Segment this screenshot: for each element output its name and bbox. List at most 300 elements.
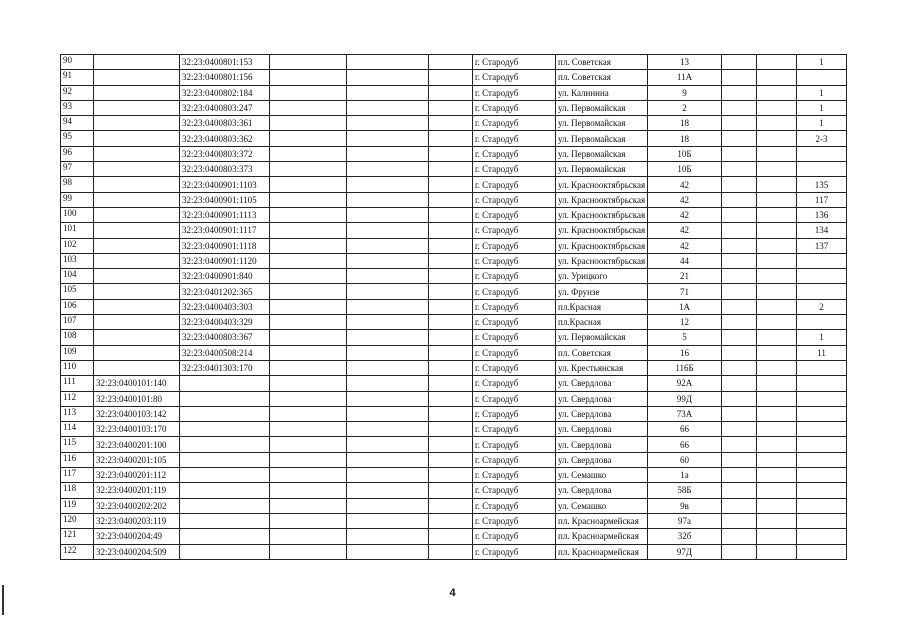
cell-building-cadastral-number: 32:23:0401202:365 [180,284,270,299]
cell-empty-col-4 [270,422,347,437]
cell-settlement: г. Стародуб [473,544,556,559]
cell-empty-col-11 [757,544,797,559]
cell-empty-col-5 [347,116,429,131]
cell-building-cadastral-number: 32:23:0400802:184 [180,85,270,100]
cell-empty-col-11 [757,406,797,421]
cell-empty-col-4 [270,116,347,131]
cell-house-number: 66 [648,437,722,452]
table-row [61,253,847,268]
cell-empty-col-10 [722,529,757,544]
cell-settlement: г. Стародуб [473,468,556,483]
cell-building-cadastral-number [180,513,270,528]
cell-apartment-number [797,284,847,299]
cell-empty-col-10 [722,315,757,330]
cell-empty-col-5 [347,330,429,345]
cell-row-number: 94 [61,116,94,131]
table-row [61,468,847,483]
cell-row-number: 105 [61,284,94,299]
cell-empty-col-4 [270,529,347,544]
cell-settlement: г. Стародуб [473,376,556,391]
cell-building-cadastral-number: 32:23:0400803:247 [180,100,270,115]
cell-row-number: 100 [61,207,94,222]
cell-apartment-number [797,360,847,375]
cell-row-number: 118 [61,483,94,498]
cell-empty-col-5 [347,391,429,406]
cell-empty-col-4 [270,146,347,161]
cell-apartment-number [797,513,847,528]
cell-empty-col-11 [757,131,797,146]
cell-empty-col-6 [429,131,473,146]
cell-row-number: 99 [61,192,94,207]
cell-empty-col-6 [429,360,473,375]
cell-empty-col-5 [347,498,429,513]
cell-building-cadastral-number: 32:23:0400901:1113 [180,207,270,222]
cell-empty-col-5 [347,238,429,253]
cell-apartment-number [797,483,847,498]
cell-settlement: г. Стародуб [473,238,556,253]
cell-empty-col-11 [757,177,797,192]
cell-empty-col-10 [722,85,757,100]
cell-empty-col-11 [757,146,797,161]
cell-street: пл.Красная [556,299,648,314]
cell-house-number: 73А [648,406,722,421]
cell-empty-col-11 [757,70,797,85]
cell-building-cadastral-number: 32:23:0400803:367 [180,330,270,345]
cell-empty-col-6 [429,269,473,284]
cell-empty-col-5 [347,223,429,238]
cell-land-cadastral-number [94,116,180,131]
cell-empty-col-11 [757,330,797,345]
cell-settlement: г. Стародуб [473,55,556,70]
cell-house-number: 99Д [648,391,722,406]
cell-empty-col-10 [722,376,757,391]
cell-land-cadastral-number [94,100,180,115]
table-row [61,483,847,498]
cell-settlement: г. Стародуб [473,131,556,146]
cell-row-number: 114 [61,422,94,437]
cell-empty-col-5 [347,513,429,528]
cell-house-number: 66 [648,422,722,437]
cell-empty-col-11 [757,269,797,284]
cell-settlement: г. Стародуб [473,207,556,222]
cell-street: пл.Красная [556,315,648,330]
table-row [61,146,847,161]
table-row [61,70,847,85]
cell-land-cadastral-number [94,177,180,192]
cell-land-cadastral-number: 32:23:0400204:509 [94,544,180,559]
cell-empty-col-6 [429,284,473,299]
cell-apartment-number [797,544,847,559]
cell-house-number: 10Б [648,162,722,177]
cell-land-cadastral-number: 32:23:0400201:100 [94,437,180,452]
cell-land-cadastral-number [94,207,180,222]
cell-street: ул. Свердлова [556,422,648,437]
cell-empty-col-6 [429,299,473,314]
cell-house-number: 21 [648,269,722,284]
table-row [61,315,847,330]
cell-empty-col-4 [270,269,347,284]
table-row [61,513,847,528]
cell-house-number: 9в [648,498,722,513]
cell-house-number: 10Б [648,146,722,161]
cell-row-number: 107 [61,315,94,330]
cell-settlement: г. Стародуб [473,192,556,207]
cell-street: пл. Советская [556,70,648,85]
cell-land-cadastral-number [94,70,180,85]
cell-empty-col-6 [429,345,473,360]
cell-empty-col-4 [270,177,347,192]
cell-empty-col-6 [429,192,473,207]
cell-house-number: 97Д [648,544,722,559]
cell-building-cadastral-number: 32:23:0400901:1105 [180,192,270,207]
cell-empty-col-5 [347,177,429,192]
cell-empty-col-4 [270,391,347,406]
cell-settlement: г. Стародуб [473,177,556,192]
cell-empty-col-4 [270,55,347,70]
cell-land-cadastral-number: 32:23:0400201:105 [94,452,180,467]
cell-empty-col-10 [722,345,757,360]
cell-apartment-number: 1 [797,330,847,345]
cell-building-cadastral-number [180,422,270,437]
table-row [61,299,847,314]
cell-empty-col-5 [347,483,429,498]
cell-row-number: 122 [61,544,94,559]
cell-empty-col-11 [757,360,797,375]
table-row [61,55,847,70]
cell-empty-col-4 [270,299,347,314]
table-row [61,391,847,406]
cell-empty-col-4 [270,330,347,345]
cell-building-cadastral-number: 32:23:0400801:156 [180,70,270,85]
cell-house-number: 2 [648,100,722,115]
cell-empty-col-10 [722,238,757,253]
cell-building-cadastral-number [180,498,270,513]
cell-row-number: 93 [61,100,94,115]
cell-land-cadastral-number [94,284,180,299]
cell-house-number: 71 [648,284,722,299]
table-row [61,422,847,437]
cell-empty-col-6 [429,177,473,192]
cell-empty-col-11 [757,253,797,268]
cell-empty-col-10 [722,299,757,314]
cell-empty-col-11 [757,207,797,222]
table-row [61,269,847,284]
cell-land-cadastral-number [94,223,180,238]
cell-empty-col-4 [270,483,347,498]
cell-empty-col-4 [270,345,347,360]
cell-row-number: 117 [61,468,94,483]
cell-empty-col-4 [270,207,347,222]
cell-street: ул. Свердлова [556,391,648,406]
cell-row-number: 120 [61,513,94,528]
cell-house-number: 5 [648,330,722,345]
table-row [61,437,847,452]
cell-empty-col-4 [270,360,347,375]
table-row [61,116,847,131]
table-row [61,406,847,421]
cell-building-cadastral-number: 32:23:0400901:1103 [180,177,270,192]
cell-apartment-number [797,162,847,177]
cell-settlement: г. Стародуб [473,483,556,498]
cell-empty-col-6 [429,452,473,467]
cell-empty-col-10 [722,253,757,268]
cell-land-cadastral-number [94,253,180,268]
table-row [61,345,847,360]
cell-house-number: 42 [648,207,722,222]
cell-building-cadastral-number: 32:23:0400901:840 [180,269,270,284]
cell-empty-col-10 [722,422,757,437]
cell-building-cadastral-number: 32:23:0400901:1118 [180,238,270,253]
table-row [61,376,847,391]
cell-land-cadastral-number [94,360,180,375]
cell-row-number: 108 [61,330,94,345]
cell-apartment-number [797,452,847,467]
cell-empty-col-10 [722,100,757,115]
cell-street: ул. Первомайская [556,116,648,131]
cell-settlement: г. Стародуб [473,406,556,421]
cell-empty-col-10 [722,162,757,177]
registry-table [60,54,847,560]
cell-building-cadastral-number [180,406,270,421]
cell-empty-col-5 [347,422,429,437]
cell-row-number: 98 [61,177,94,192]
cell-empty-col-5 [347,70,429,85]
cell-land-cadastral-number [94,315,180,330]
cell-empty-col-5 [347,192,429,207]
cell-land-cadastral-number [94,55,180,70]
cell-settlement: г. Стародуб [473,513,556,528]
cell-land-cadastral-number [94,162,180,177]
cell-house-number: 1а [648,468,722,483]
cell-empty-col-6 [429,437,473,452]
cell-empty-col-4 [270,315,347,330]
cell-row-number: 121 [61,529,94,544]
cell-empty-col-5 [347,253,429,268]
cell-house-number: 11А [648,70,722,85]
cell-empty-col-6 [429,422,473,437]
cell-empty-col-6 [429,468,473,483]
table-row [61,131,847,146]
cell-empty-col-4 [270,70,347,85]
cell-land-cadastral-number [94,299,180,314]
cell-building-cadastral-number: 32:23:0400508:214 [180,345,270,360]
cell-empty-col-10 [722,207,757,222]
cell-empty-col-6 [429,513,473,528]
cell-house-number: 42 [648,192,722,207]
cell-house-number: 97а [648,513,722,528]
cell-settlement: г. Стародуб [473,70,556,85]
table-row [61,330,847,345]
cell-empty-col-4 [270,223,347,238]
cell-empty-col-5 [347,376,429,391]
cell-empty-col-11 [757,223,797,238]
cell-land-cadastral-number [94,238,180,253]
cell-empty-col-6 [429,544,473,559]
cell-building-cadastral-number [180,376,270,391]
cell-apartment-number [797,498,847,513]
cell-apartment-number [797,437,847,452]
page-number: 4 [449,587,456,599]
cell-empty-col-5 [347,468,429,483]
cell-house-number: 32б [648,529,722,544]
cell-settlement: г. Стародуб [473,452,556,467]
cell-empty-col-6 [429,238,473,253]
cell-empty-col-10 [722,452,757,467]
cell-settlement: г. Стародуб [473,315,556,330]
cell-street: ул. Свердлова [556,406,648,421]
cell-land-cadastral-number: 32:23:0400203:119 [94,513,180,528]
cell-empty-col-5 [347,100,429,115]
cell-settlement: г. Стародуб [473,498,556,513]
cell-empty-col-5 [347,55,429,70]
cell-settlement: г. Стародуб [473,146,556,161]
cell-settlement: г. Стародуб [473,529,556,544]
cell-empty-col-10 [722,498,757,513]
cell-row-number: 97 [61,162,94,177]
cell-empty-col-11 [757,498,797,513]
table-row [61,498,847,513]
cell-empty-col-10 [722,192,757,207]
cell-house-number: 18 [648,116,722,131]
cell-empty-col-10 [722,483,757,498]
cell-land-cadastral-number [94,85,180,100]
cell-apartment-number: 2 [797,299,847,314]
cell-empty-col-11 [757,315,797,330]
cell-street: ул. Свердлова [556,437,648,452]
cell-empty-col-4 [270,452,347,467]
cell-empty-col-5 [347,345,429,360]
cell-empty-col-10 [722,131,757,146]
cell-apartment-number [797,391,847,406]
cell-street: пл. Советская [556,345,648,360]
cell-empty-col-5 [347,529,429,544]
cell-empty-col-10 [722,146,757,161]
cell-empty-col-10 [722,406,757,421]
cell-house-number: 116Б [648,360,722,375]
cell-apartment-number: 1 [797,116,847,131]
cell-house-number: 9 [648,85,722,100]
cell-row-number: 116 [61,452,94,467]
cell-house-number: 44 [648,253,722,268]
cell-land-cadastral-number [94,330,180,345]
cell-empty-col-5 [347,85,429,100]
cell-street: ул. Калинина [556,85,648,100]
cell-empty-col-6 [429,70,473,85]
cell-empty-col-5 [347,406,429,421]
cell-empty-col-4 [270,131,347,146]
cell-row-number: 95 [61,131,94,146]
cell-row-number: 111 [61,376,94,391]
cell-empty-col-10 [722,55,757,70]
cell-empty-col-11 [757,422,797,437]
cell-land-cadastral-number: 32:23:0400204:49 [94,529,180,544]
cell-empty-col-11 [757,391,797,406]
cell-street: ул. Фрунзе [556,284,648,299]
cell-empty-col-10 [722,284,757,299]
cell-empty-col-4 [270,376,347,391]
cell-empty-col-4 [270,238,347,253]
cell-building-cadastral-number [180,452,270,467]
cell-empty-col-11 [757,376,797,391]
cell-apartment-number [797,146,847,161]
cell-apartment-number [797,422,847,437]
cell-street: пл. Красноармейская [556,529,648,544]
cell-building-cadastral-number: 32:23:0400803:372 [180,146,270,161]
cell-empty-col-5 [347,544,429,559]
cell-empty-col-5 [347,146,429,161]
cell-empty-col-11 [757,116,797,131]
cell-apartment-number: 135 [797,177,847,192]
cell-empty-col-11 [757,192,797,207]
cell-empty-col-11 [757,238,797,253]
cell-empty-col-6 [429,376,473,391]
cell-row-number: 104 [61,269,94,284]
cell-street: ул. Семашко [556,498,648,513]
cell-row-number: 96 [61,146,94,161]
cell-settlement: г. Стародуб [473,116,556,131]
cell-building-cadastral-number [180,483,270,498]
cell-empty-col-10 [722,223,757,238]
table-body [61,55,847,560]
cell-empty-col-5 [347,315,429,330]
cell-empty-col-6 [429,85,473,100]
cell-empty-col-5 [347,284,429,299]
cell-empty-col-10 [722,513,757,528]
cell-building-cadastral-number: 32:23:0400403:329 [180,315,270,330]
cell-settlement: г. Стародуб [473,422,556,437]
cell-empty-col-11 [757,162,797,177]
cell-land-cadastral-number: 32:23:0400103:170 [94,422,180,437]
cell-empty-col-4 [270,85,347,100]
cell-street: ул. Свердлова [556,452,648,467]
cell-apartment-number [797,269,847,284]
cell-house-number: 42 [648,177,722,192]
cell-apartment-number: 1 [797,100,847,115]
cell-street: ул. Первомайская [556,146,648,161]
cell-house-number: 92А [648,376,722,391]
cell-street: пл. Красноармейская [556,513,648,528]
cell-empty-col-5 [347,207,429,222]
cell-row-number: 112 [61,391,94,406]
cell-street: ул. Свердлова [556,376,648,391]
cell-house-number: 42 [648,238,722,253]
cell-house-number: 12 [648,315,722,330]
cell-settlement: г. Стародуб [473,269,556,284]
cell-street: ул. Краснооктябрьская [556,238,648,253]
cell-building-cadastral-number [180,391,270,406]
cell-row-number: 106 [61,299,94,314]
cell-empty-col-11 [757,513,797,528]
cell-apartment-number: 117 [797,192,847,207]
cell-empty-col-4 [270,100,347,115]
cell-building-cadastral-number: 32:23:0400901:1117 [180,223,270,238]
cell-apartment-number [797,70,847,85]
cell-empty-col-6 [429,498,473,513]
cell-land-cadastral-number [94,131,180,146]
cell-building-cadastral-number [180,437,270,452]
cell-empty-col-11 [757,345,797,360]
cell-apartment-number [797,529,847,544]
cell-empty-col-4 [270,192,347,207]
cell-empty-col-5 [347,452,429,467]
cell-empty-col-10 [722,360,757,375]
cell-row-number: 119 [61,498,94,513]
cell-building-cadastral-number: 32:23:0400803:362 [180,131,270,146]
cell-empty-col-4 [270,162,347,177]
cell-empty-col-4 [270,513,347,528]
cell-apartment-number [797,253,847,268]
cell-empty-col-11 [757,529,797,544]
